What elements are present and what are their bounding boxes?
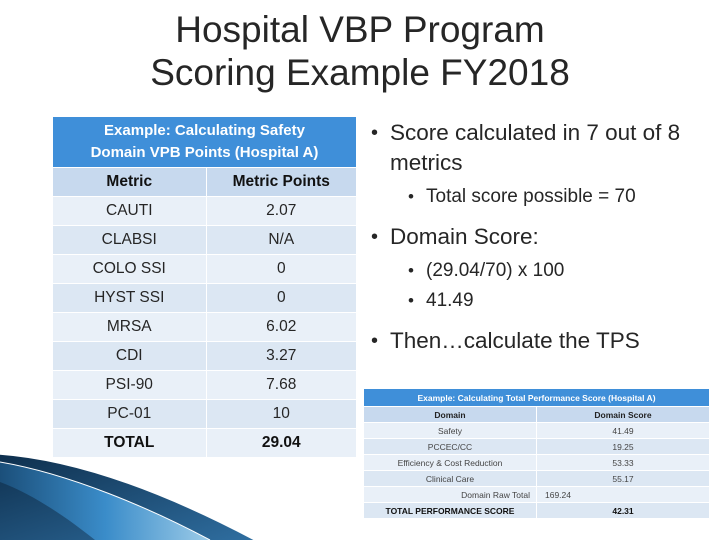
points-cell: 7.68 (206, 371, 357, 400)
bullet-dot-icon: • (371, 122, 379, 144)
bullet-2-sub-1-text: (29.04/70) x 100 (426, 260, 565, 281)
score-cell: 55.17 (537, 471, 710, 487)
tps-total-row (364, 503, 710, 519)
table-row (53, 342, 357, 371)
bullet-dot-icon: • (408, 291, 414, 310)
domain-cell: Efficiency & Cost Reduction (364, 455, 537, 471)
title-line-2: Scoring Example FY2018 (150, 52, 570, 93)
points-cell: 0 (206, 255, 357, 284)
bullet-1-sub-1 (368, 184, 713, 210)
domain-cell: PCCEC/CC (364, 439, 537, 455)
bullet-3-text: Then…calculate the TPS (390, 328, 640, 353)
points-cell: N/A (206, 226, 357, 255)
bullet-2-sub-2 (368, 288, 713, 314)
score-cell: 53.33 (537, 455, 710, 471)
metric-cell: HYST SSI (53, 284, 207, 313)
slide-title (0, 8, 720, 94)
safety-table-body (53, 197, 357, 458)
table-row (53, 226, 357, 255)
tps-total-label: TOTAL PERFORMANCE SCORE (364, 503, 537, 519)
domain-cell: Safety (364, 423, 537, 439)
bullet-dot-icon: • (408, 187, 414, 206)
bullet-1 (368, 118, 713, 178)
bullet-1-text: Score calculated in 7 out of 8 metrics (390, 120, 681, 175)
bullet-2-sub-1 (368, 258, 713, 284)
bullet-2-text: Domain Score: (390, 224, 539, 249)
points-cell: 10 (206, 400, 357, 429)
header-metric: Metric (53, 168, 207, 197)
header-domain: Domain (364, 407, 537, 423)
table-row (53, 371, 357, 400)
bullet-dot-icon: • (371, 330, 379, 352)
table-row (364, 423, 710, 439)
table-row (53, 197, 357, 226)
raw-total-value: 169.24 (537, 487, 710, 503)
tps-table-body (364, 423, 710, 519)
raw-total-label: Domain Raw Total (364, 487, 537, 503)
safety-caption-line-1: Example: Calculating Safety (104, 122, 305, 139)
table-row (364, 471, 710, 487)
decorative-swoosh (0, 440, 360, 540)
total-label: TOTAL (53, 429, 207, 458)
table-row (53, 313, 357, 342)
bullet-1-sub-1-text: Total score possible = 70 (426, 186, 636, 207)
tps-total-value: 42.31 (537, 503, 710, 519)
header-domain-score: Domain Score (537, 407, 710, 423)
safety-domain-table (52, 116, 357, 458)
bullet-dot-icon: • (408, 261, 414, 280)
raw-total-row (364, 487, 710, 503)
metric-cell: PSI-90 (53, 371, 207, 400)
points-cell: 0 (206, 284, 357, 313)
table-row (53, 255, 357, 284)
table-row (364, 455, 710, 471)
bullet-2 (368, 222, 713, 252)
total-value: 29.04 (206, 429, 357, 458)
table-row (53, 400, 357, 429)
tps-table (363, 388, 710, 519)
metric-cell: CAUTI (53, 197, 207, 226)
metric-cell: PC-01 (53, 400, 207, 429)
bullet-2-sub-2-text: 41.49 (426, 290, 474, 311)
safety-table-caption (53, 117, 357, 168)
points-cell: 3.27 (206, 342, 357, 371)
points-cell: 6.02 (206, 313, 357, 342)
metric-cell: CLABSI (53, 226, 207, 255)
score-cell: 19.25 (537, 439, 710, 455)
table-row (53, 284, 357, 313)
metric-cell: MRSA (53, 313, 207, 342)
metric-cell: CDI (53, 342, 207, 371)
bullet-list (368, 118, 713, 362)
safety-caption-line-2: Domain VPB Points (Hospital A) (90, 144, 319, 161)
metric-cell: COLO SSI (53, 255, 207, 284)
bullet-dot-icon: • (371, 226, 379, 248)
points-cell: 2.07 (206, 197, 357, 226)
bullet-3 (368, 326, 713, 356)
tps-table-caption: Example: Calculating Total Performance Score (Hospital A) (364, 389, 710, 407)
header-metric-points: Metric Points (206, 168, 357, 197)
title-line-1: Hospital VBP Program (175, 9, 545, 50)
domain-cell: Clinical Care (364, 471, 537, 487)
table-row (364, 439, 710, 455)
score-cell: 41.49 (537, 423, 710, 439)
